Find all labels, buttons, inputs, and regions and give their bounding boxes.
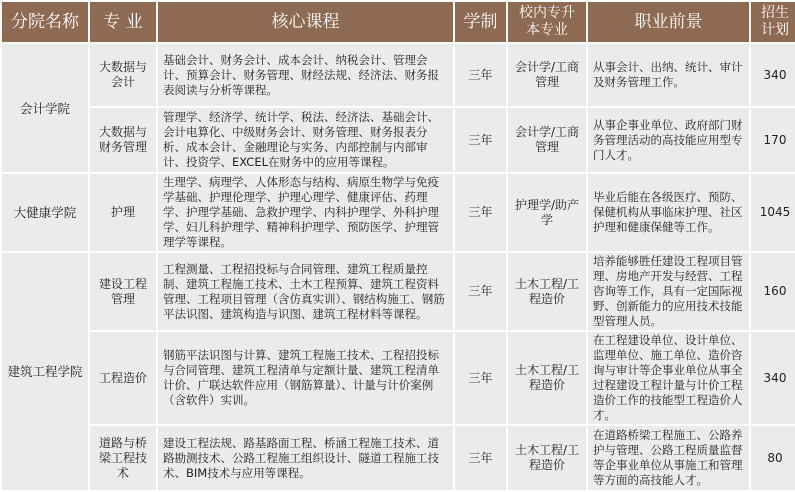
header-major: 专 业: [90, 2, 156, 42]
years-cell: 三年: [455, 44, 506, 106]
courses-cell: 管理学、经济学、统计学、税法、经济法、基础会计、会计电算化、中级财务会计、财务管理、财务报表分析、成本会计、金融理论与实务、内部控制与内部审计、投资学、EXCEL在财务中的应用等课程。: [158, 108, 453, 172]
major-cell: 道路与桥梁工程技术: [90, 426, 156, 490]
header-courses: 核心课程: [158, 2, 453, 42]
header-college: 分院名称: [2, 2, 88, 42]
major-cell: 工程造价: [90, 332, 156, 424]
plan-cell: 340: [751, 332, 795, 424]
career-cell: 从事会计、出纳、统计、审计及财务管理工作。: [588, 44, 749, 106]
career-cell: 毕业后能在各级医疗、预防、保健机构从事临床护理、社区护理和健康保健等工作。: [588, 174, 749, 251]
college-accounting: 会计学院: [2, 44, 88, 172]
plan-cell: 80: [751, 426, 795, 490]
years-cell: 三年: [455, 174, 506, 251]
years-cell: 三年: [455, 253, 506, 330]
plan-cell: 1045: [751, 174, 795, 251]
table-row: [2, 332, 795, 424]
plan-cell: 340: [751, 44, 795, 106]
years-cell: 三年: [455, 426, 506, 490]
courses-cell: 工程测量、工程招投标与合同管理、建筑工程质量控制、建筑工程施工技术、土木工程预算、建筑工程资料管理、工程项目管理（含仿真实训）、钢结构施工、钢筋平法识图、建筑构造与识图、建筑工程材料等课程。: [158, 253, 453, 330]
table-row: [2, 44, 795, 106]
header-plan: [751, 2, 795, 42]
table-row: [2, 426, 795, 490]
in-school-major-cell: 会计学/工商管理: [508, 44, 586, 106]
major-cell: 建设工程管理: [90, 253, 156, 330]
header-in-school-major: [508, 2, 586, 42]
table-row: [2, 108, 795, 172]
years-cell: 三年: [455, 332, 506, 424]
career-cell: 在工程建设单位、设计单位、监理单位、施工单位、造价咨询与审计等企事业单位从事全过程建设工程计量与计价工程造价工作的技能型工程造价人才。: [588, 332, 749, 424]
career-cell: 在道路桥梁工程施工、公路养护与管理、公路工程质量监督等企事业单位从事施工和管理等方面的高技能人才。: [588, 426, 749, 490]
major-cell: 大数据与财务管理: [90, 108, 156, 172]
courses-cell: 生理学、病理学、人体形态与结构、病原生物学与免疫学基础、护理伦理学、护理心理学、健康评估、药理学、护理学基础、急救护理学、内科护理学、外科护理学、妇儿科护理学、精神科护理学、预防医学、护理管理学等课程。: [158, 174, 453, 251]
header-years: 学制: [455, 2, 506, 42]
major-cell: 护理: [90, 174, 156, 251]
in-school-major-cell: 土木工程/工程造价: [508, 253, 586, 330]
header-plan-line2: 计划: [761, 22, 789, 38]
header-in-school-major-line1: 校内专升: [519, 5, 575, 21]
college-construction: 建筑工程学院: [2, 253, 88, 490]
in-school-major-cell: 土木工程/工程造价: [508, 426, 586, 490]
header-in-school-major-line2: 本专业: [526, 22, 568, 38]
courses-cell: 钢筋平法识图与计算、建筑工程施工技术、工程招投标与合同管理、建筑工程清单与定额计量、建筑工程清单计价、广联达软件应用（钢筋算量）、计量与计价案例（含软件）实训。: [158, 332, 453, 424]
in-school-major-cell: 护理学/助产学: [508, 174, 586, 251]
courses-cell: 基础会计、财务会计、成本会计、纳税会计、管理会计、预算会计、财务管理、财经法规、经济法、财务报表阅读与分析等课程。: [158, 44, 453, 106]
career-cell: 培养能够胜任建设工程项目管理、房地产开发与经营、工程咨询等工作，具有一定国际视野、创新能力的应用技术技能型管理人员。: [588, 253, 749, 330]
major-cell: 大数据与会计: [90, 44, 156, 106]
years-cell: 三年: [455, 108, 506, 172]
courses-cell: 建设工程法规、路基路面工程、桥涵工程施工技术、道路勘测技术、公路工程施工组织设计、隧道工程施工技术、BIM技术与应用等课程。: [158, 426, 453, 490]
header-plan-line1: 招生: [761, 5, 789, 21]
header-career: 职业前景: [588, 2, 749, 42]
plan-cell: 160: [751, 253, 795, 330]
college-health: 大健康学院: [2, 174, 88, 251]
header-row: [2, 2, 795, 42]
career-cell: 从事企事业单位、政府部门财务管理活动的高技能应用型专门人才。: [588, 108, 749, 172]
table-row: [2, 174, 795, 251]
in-school-major-cell: 土木工程/工程造价: [508, 332, 586, 424]
in-school-major-cell: 会计学/工商管理: [508, 108, 586, 172]
table-row: [2, 253, 795, 330]
plan-cell: 170: [751, 108, 795, 172]
